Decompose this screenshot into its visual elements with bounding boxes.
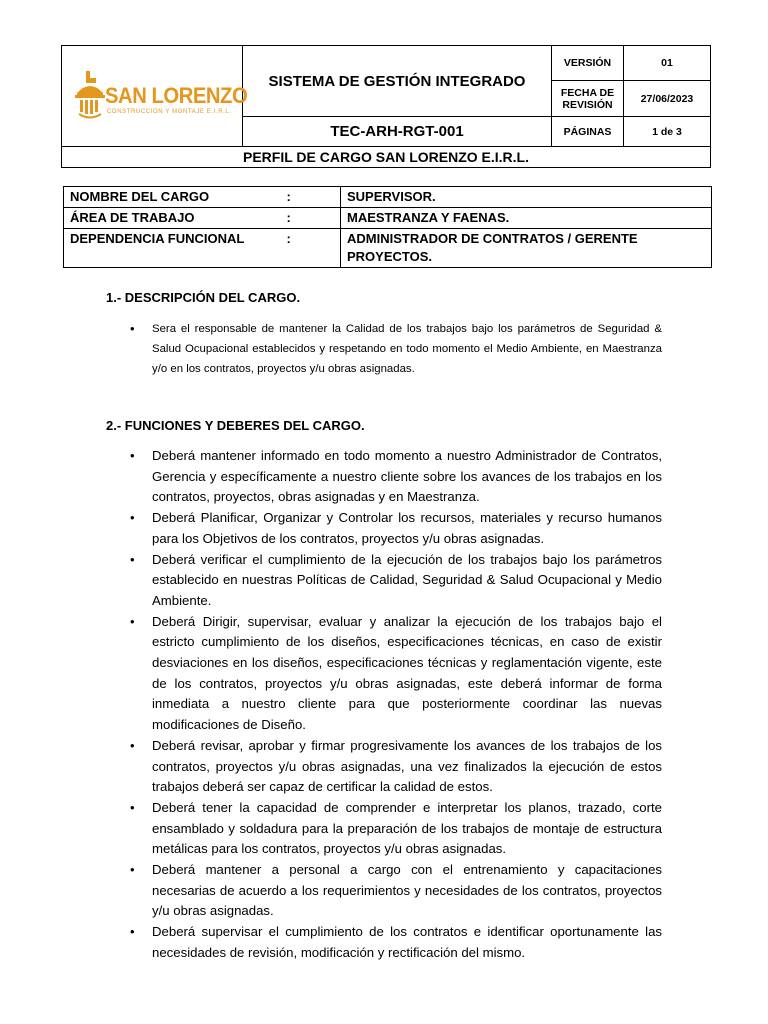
info-row [64,187,712,208]
helmet-icon [75,71,105,121]
info-value: ADMINISTRADOR DE CONTRATOS / GERENTE PROYECTOS. [341,229,712,268]
section1-heading: 1.- DESCRIPCIÓN DEL CARGO. [106,290,301,305]
revision-label-line2: REVISIÓN [562,98,613,111]
version-label: VERSIÓN [552,46,624,81]
section2-heading: 2.- FUNCIONES Y DEBERES DEL CARGO. [106,418,365,433]
info-key: ÁREA DE TRABAJO [64,208,269,229]
info-key: NOMBRE DEL CARGO [64,187,269,208]
list-item: • Deberá revisar, aprobar y firmar progresivamente los avances de los trabajos de los contratos, proyectos y/u obras asignadas, una vez finalizados la ejecución de estos trabajos deberá ser capaz de certificar la calidad de estos. [130,736,662,798]
document-header [61,45,711,168]
pages-value: 1 de 3 [624,117,711,147]
info-row [64,208,712,229]
info-row [64,229,712,268]
list-item: • Deberá Planificar, Organizar y Controlar los recursos, materiales y recurso humanos para los Objetivos de los contratos, proyectos y/u obras asignadas. [130,508,662,549]
revision-value: 27/06/2023 [624,81,711,117]
info-separator: : [269,208,341,229]
list-item: • Deberá tener la capacidad de comprender e interpretar los planos, trazado, corte ensamblado y soldadura para la preparación de los trabajos de montaje de estructura metálicas para los contratos, proyectos y/u obras asignadas. [130,798,662,860]
logo-cell [62,46,248,147]
list-item: • Deberá Dirigir, supervisar, evaluar y analizar la ejecución de los trabajos bajo el estricto cumplimiento de los diseños, especificaciones técnicas, en caso de existir desviaciones en los diseños, especificaciones técnicas y reglamentación vigente, este de los contratos, proyectos y/u obras asignadas, este deberá informar de forma inmediata a nuestro cliente para que posteriormente coordinar las nuevas modificaciones de Diseño. [130,612,662,736]
list-item: • Deberá mantener a personal a cargo con el entrenamiento y capacitaciones necesarias de acuerdo a los requerimientos y necesidades de los contratos, proyectos y/u obras asignadas. [130,860,662,922]
list-item: • Deberá verificar el cumplimiento de la ejecución de los trabajos bajo los parámetros establecido en nuestras Políticas de Calidad, Seguridad & Salud Ocupacional y Medio Ambiente. [130,550,662,612]
info-key: DEPENDENCIA FUNCIONAL [64,229,269,268]
info-separator: : [269,187,341,208]
logo-brand: SAN LORENZO [105,83,248,108]
profile-title: PERFIL DE CARGO SAN LORENZO E.I.R.L. [62,147,711,168]
list-item: • Deberá mantener informado en todo momento a nuestro Administrador de Contratos, Gerencia y específicamente a nuestro cliente sobre los avances de los trabajos en los contratos, proyectos, obras asignadas y en Maestranza. [130,446,662,508]
list-item: • Deberá supervisar el cumplimiento de los contratos e identificar oportunamente las necesidades de revisión, modificación y rectificación del mismo. [130,922,662,963]
info-separator: : [269,229,341,268]
info-value: MAESTRANZA Y FAENAS. [341,208,712,229]
list-item: • Sera el responsable de mantener la Calidad de los trabajos bajo los parámetros de Seguridad & Salud Ocupacional establecidos y respetando en todo momento el Medio Ambiente, en Maestranza y/o en los contratos, proyectos y/u obras asignadas. [130,319,662,379]
position-info-table [63,186,712,268]
section1-list [130,319,662,379]
info-value: SUPERVISOR. [341,187,712,208]
version-value: 01 [624,46,711,81]
document-code: TEC-ARH-RGT-001 [243,117,552,147]
logo-subtitle: CONSTRUCCION Y MONTAJE E.I.R.L. [107,109,232,115]
pages-label: PÁGINAS [552,117,624,147]
company-logo [67,61,248,131]
revision-label-line1: FECHA DE [560,86,615,99]
system-title: SISTEMA DE GESTIÓN INTEGRADO [243,46,552,117]
section2-list [130,446,662,964]
revision-label [552,81,624,117]
